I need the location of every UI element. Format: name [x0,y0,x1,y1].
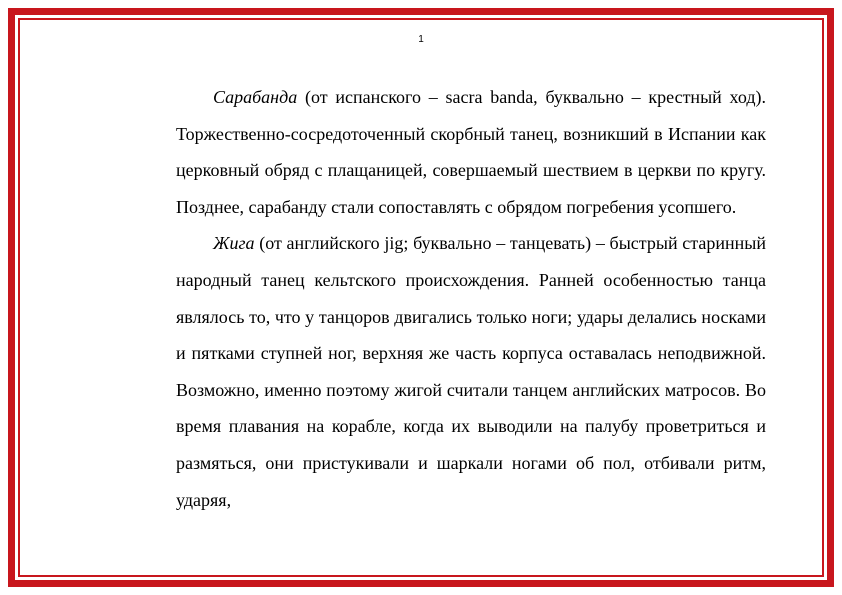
paragraph-jig-text: (от английского jig; буквально – танцевать) – быстрый старинный народный танец кельтского происхождения. Ранней особенностью танца являлось то, что у танцоров двигались только ноги; удары делались носками и пятками ступней ног, верхняя же часть корпуса оставалась неподвижной. Возможно, именно поэтому жигой считали танцем английских матросов. Во время плавания на корабле, когда их выводили на палубу проветриться и размяться, они пристукивали и шаркали ногами об пол, отбивали ритм, ударяя, [176,233,766,510]
term-jig: Жига [213,233,255,254]
paragraph-jig [176,225,766,518]
page-number: 1 [418,34,424,45]
term-sarabande: Сарабанда [213,87,298,107]
paragraph-sarabande-text: (от испанского – sacra banda, буквально – крестный ход). Торжественно-сосредоточенный скорбный танец, возникший в Испании как церковный обряд с плащаницей, совершаемый шествием в церкви по кругу. Позднее, сарабанду стали сопоставлять с обрядом погребения усопшего. [176,87,766,217]
paragraph-sarabande [176,79,766,225]
document-body [176,79,766,518]
